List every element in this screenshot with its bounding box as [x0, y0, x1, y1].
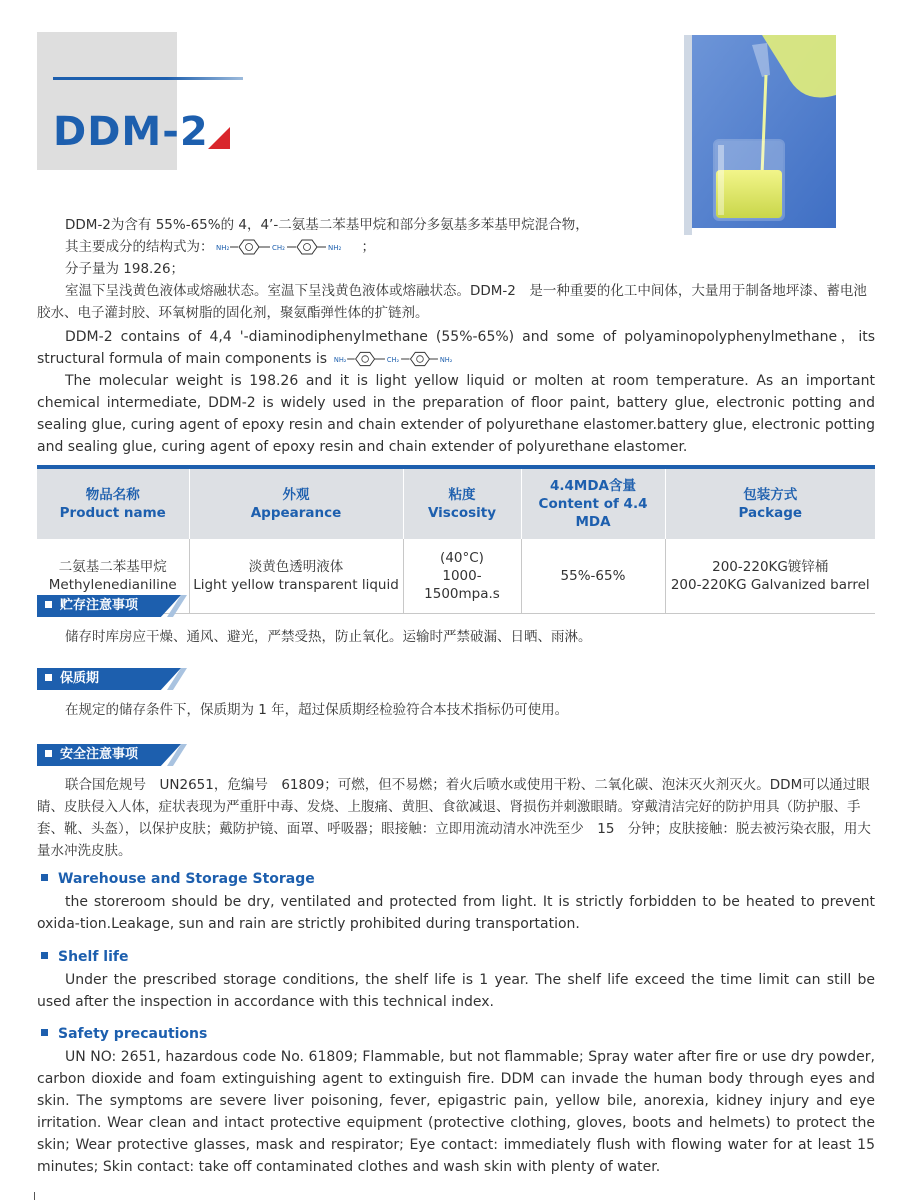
section-body-text: 在规定的储存条件下，保质期为 1 年，超过保质期经检验符合本技术指标仍可使用。: [65, 702, 569, 718]
section-body-storage-cn: [37, 626, 875, 648]
structural-formula-en-icon: [332, 350, 472, 368]
section-title: 安全注意事项: [60, 747, 139, 762]
header-mda-content: 4.4MDA含量 Content of 4.4 MDA: [521, 467, 665, 539]
spec-table: [37, 465, 875, 614]
title-rule: [53, 77, 243, 80]
intro-en: [37, 326, 875, 458]
intro-cn-line3: 分子量为 198.26；: [65, 261, 185, 277]
intro-cn-line4: 室温下呈浅黄色液体或熔融状态。室温下呈浅黄色液体或熔融状态。DDM-2 是一种重要的化工中间体，大量用于制备地坪漆、蓄电池胶水、电子灌封胶、环氧树脂的固化剂，聚氨酯弹性体的扩链剂。: [37, 283, 867, 321]
intro-cn-line1: DDM-2为含有 55%-65%的 4，4’-二氨基二苯基甲烷和部分多氨基多苯基甲烷混合物，: [65, 217, 589, 233]
section-body-storage-en: [37, 891, 875, 935]
photo-shadow: [684, 35, 692, 235]
section-header-shelf-en: Shelf life: [41, 947, 129, 967]
svg-text:NH₂: NH₂: [215, 244, 229, 252]
svg-text:CH₂: CH₂: [271, 244, 285, 252]
intro-en-p2: The molecular weight is 198.26 and it is light yellow liquid or molten at room temperature. As an important chemical intermediate, DDM-2 is widely used in the preparation of floor paint, battery glue, electronic potting and sealing glue, curing agent of epoxy resin and chain extender of polyurethane elastomer.battery glue, electronic potting and sealing glue, curing agent of epoxy resin and chain extender of polyurethane elastomer.: [37, 373, 875, 455]
header-package: 包装方式 Package: [665, 467, 875, 539]
section-body-text: the storeroom should be dry, ventilated and protected from light. It is strictly forbidden to be heated to prevent oxida-tion.Leakage, sun and rain are strictly prohibited during transportation.: [37, 894, 875, 932]
svg-text:NH₂: NH₂: [439, 355, 452, 364]
svg-text:NH₂: NH₂: [327, 244, 341, 252]
red-triangle-icon: [208, 127, 230, 149]
section-body-safety-en: [37, 1046, 875, 1178]
beaker-photo: [692, 35, 836, 228]
cell-appearance: 淡黄色透明液体 Light yellow transparent liquid: [189, 539, 403, 614]
section-header-storage-cn: [37, 595, 187, 617]
header-viscosity: 粘度 Viscosity: [403, 467, 521, 539]
section-header-shelf-cn: [37, 668, 187, 690]
section-title: 保质期: [60, 671, 100, 686]
section-title: 贮存注意事项: [60, 598, 139, 613]
cell-mda-content: 55%-65%: [521, 539, 665, 614]
section-body-text: Under the prescribed storage conditions, the shelf life is 1 year. The shelf life exceed the time limit can still be used after the inspection in accordance with this technical index.: [37, 972, 875, 1010]
svg-text:NH₂: NH₂: [333, 355, 347, 364]
square-bullet-icon: [45, 750, 52, 757]
structural-formula-icon: [214, 238, 362, 256]
section-body-text: 联合国危规号 UN2651，危编号 61809；可燃，但不易燃；着火后喷水或使用干粉、二氧化碳、泡沫灭火剂灭火。DDM可以通过眼睛、皮肤侵入人体，症状表现为严重肝中毒、发烧、上腹痛、黄胆、食欲减退、肾损伤并刺激眼睛。穿戴清洁完好的防护用具（防护服、手套、靴、头盔），以保护皮肤；戴防护镜、面罩、呼吸器；眼接触：立即用流动清水冲洗至少 15 分钟；皮肤接触：脱去被污染衣服，用大量水冲洗皮肤。: [37, 777, 871, 859]
intro-cn: [37, 214, 875, 324]
section-body-text: UN NO: 2651, hazardous code No. 61809; Flammable, but not flammable; Spray water after fire or use dry powder, carbon dioxide and foam extinguishing agent to extinguish fire. DDM can invade the human body through eyes and skin. The symptoms are severe liver poisoning, fever, epigastric pain, yellow bile, anorexia, kidney injury and eye irritation. Wear clean and intact protective equipment (protective clothing, gloves, boots and helmets) to protect the skin; Wear protective glasses, mask and respirator; Eye contact: immediately flush with flowing water for at least 15 minutes; Skin contact: take off contaminated clothes and wash skin with plenty of water.: [37, 1049, 875, 1175]
header-appearance: 外观 Appearance: [189, 467, 403, 539]
intro-en-p1-text: DDM-2 contains of 4,4 '-diaminodiphenylmethane (55%-65%) and some of polyaminopolyphenylmethane，its structural formula of main components is: [37, 329, 875, 367]
square-bullet-icon: [41, 874, 48, 881]
header-product-name: 物品名称 Product name: [37, 467, 189, 539]
section-body-text: 储存时库房应干燥、通风、避光，严禁受热，防止氧化。运输时严禁破漏、日晒、雨淋。: [65, 629, 592, 645]
intro-cn-formula-suffix: ；: [361, 239, 375, 255]
page-crop-mark: [34, 1192, 35, 1200]
table-header-row: [37, 467, 875, 539]
section-body-shelf-en: [37, 969, 875, 1013]
square-bullet-icon: [45, 601, 52, 608]
cell-viscosity: (40°C) 1000-1500mpa.s: [403, 539, 521, 614]
cell-package: 200-220KG镀锌桶 200-220KG Galvanized barrel: [665, 539, 875, 614]
square-bullet-icon: [41, 1029, 48, 1036]
square-bullet-icon: [41, 952, 48, 959]
section-body-shelf-cn: [37, 699, 875, 721]
section-body-safety-cn: [37, 774, 875, 862]
svg-text:CH₂: CH₂: [386, 355, 399, 364]
page-title: DDM-2: [53, 109, 209, 155]
cell-product-name: 二氨基二苯基甲烷 Methylenedianiline: [37, 539, 189, 614]
intro-en-p1: [37, 326, 875, 370]
square-bullet-icon: [45, 674, 52, 681]
section-header-safety-en: Safety precautions: [41, 1024, 207, 1044]
intro-cn-line2: [37, 236, 875, 258]
section-header-storage-en: Warehouse and Storage Storage: [41, 869, 315, 889]
intro-cn-formula-label: 其主要成分的结构式为：: [65, 239, 214, 255]
section-header-safety-cn: [37, 744, 187, 766]
